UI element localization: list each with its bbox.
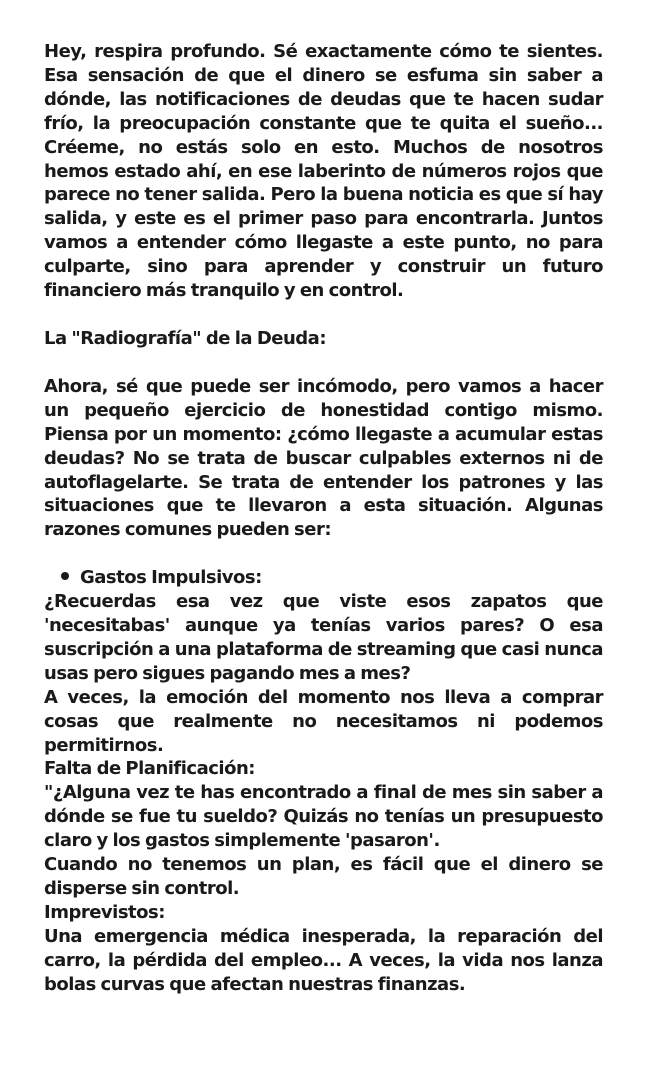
planning-question: "¿Alguna vez te has encontrado a final de mes sin saber a dónde se fue tu sueldo? Quizás no tenías un presupuesto claro y los gastos simplemente 'pasaron'. xyxy=(44,782,603,852)
planning-title: Falta de Planificación: xyxy=(44,758,255,780)
intro-paragraph: Hey, respira profundo. Sé exactamente cómo te sientes. Esa sensación de que el dinero se esfuma sin saber a dónde, las notificaciones de deudas que te hacen sudar frío, la preocupación constante que te quita el sueño... Créeme, no estás solo en esto. Muchos de nosotros hemos estado ahí, en ese laberinto de números rojos que parece no tener salida. Pero la buena noticia es que sí hay salida, y este es el primer paso para encontrarla. Juntos vamos a entender cómo llegaste a este punto, no para culparte, sino para aprender y construir un futuro financiero más tranquilo y en control. xyxy=(44,41,603,302)
impulse-title: Gastos Impulsivos: xyxy=(80,567,262,589)
section-intro-paragraph: Ahora, sé que puede ser incómodo, pero vamos a hacer un pequeño ejercicio de honestidad contigo mismo. Piensa por un momento: ¿cómo llegaste a acumular estas deudas? No se trata de buscar culpables externos ni de autoflagelarte. Se trata de entender los patrones y las situaciones que te llevaron a esta situación. Algunas razones comunes pueden ser: xyxy=(44,375,603,541)
spacer xyxy=(44,351,603,375)
impulse-explanation: A veces, la emoción del momento nos lleva a comprar cosas que realmente no necesitamos ni podemos permitirnos. xyxy=(44,686,603,756)
impulse-question: ¿Recuerdas esa vez que viste esos zapatos que 'necesitabas' aunque ya tenías varios pares? O esa suscripción a una plataforma de streaming que casi nunca usas pero sigues pagando mes a mes? xyxy=(44,591,603,684)
bullet-dot-icon xyxy=(61,572,69,580)
unforeseen-text: Una emergencia médica inesperada, la reparación del carro, la pérdida del empleo... A veces, la vida nos lanza bolas curvas que afectan nuestras finanzas. xyxy=(44,925,603,995)
spacer xyxy=(44,542,603,566)
unforeseen-title: Imprevistos: xyxy=(44,901,165,923)
planning-explanation: Cuando no tenemos un plan, es fácil que el dinero se disperse sin control. xyxy=(44,854,603,899)
spacer xyxy=(44,303,603,327)
bullet-item-impulse xyxy=(44,566,603,590)
document-body xyxy=(44,40,603,997)
section-heading: La "Radiografía" de la Deuda: xyxy=(44,327,327,349)
